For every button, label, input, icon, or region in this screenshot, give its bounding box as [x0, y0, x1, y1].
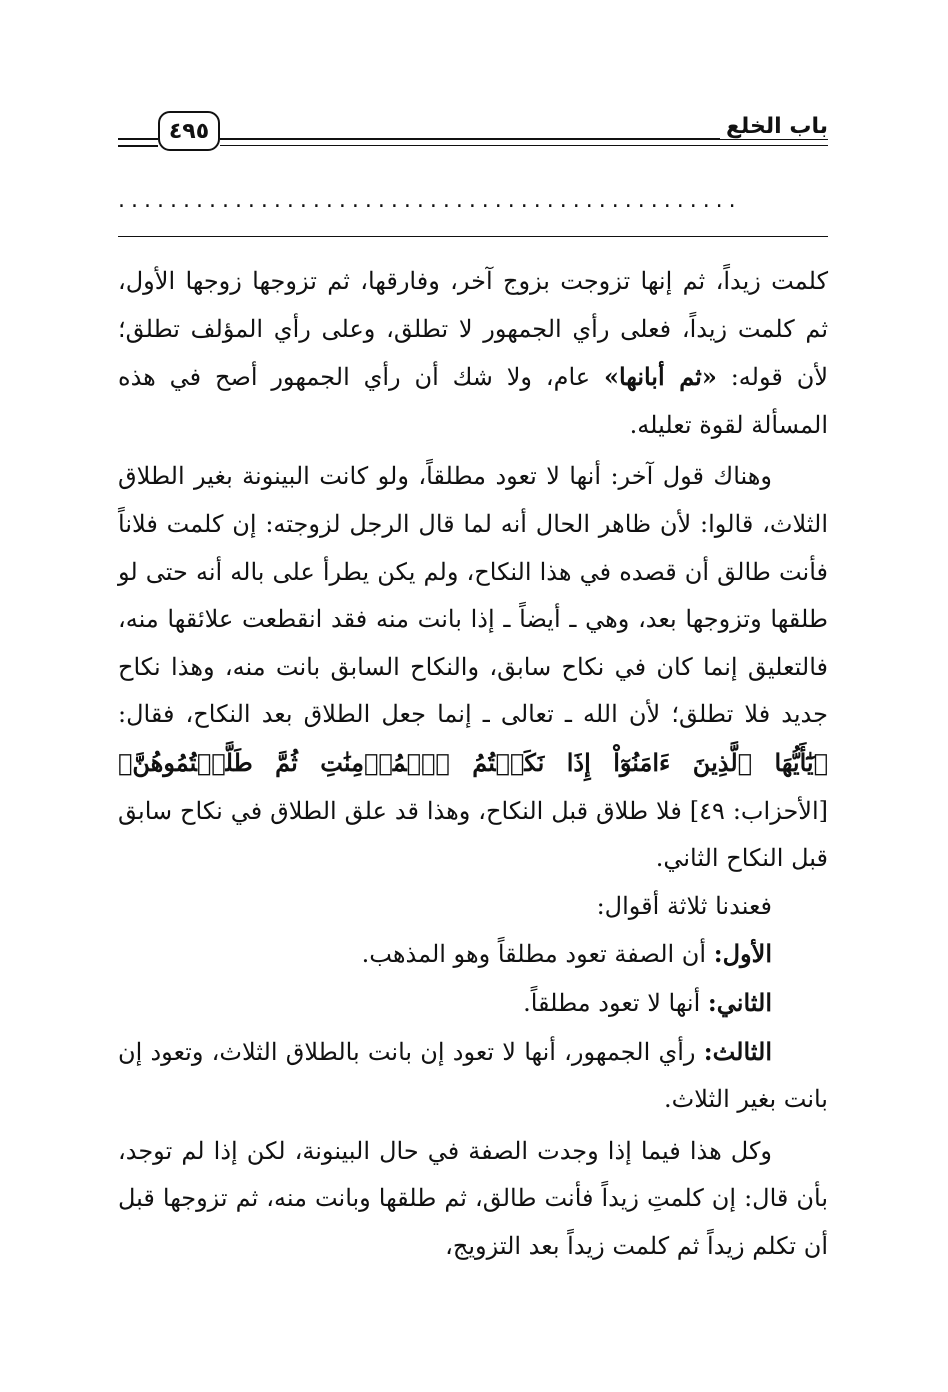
opinion-third — [118, 1028, 828, 1124]
page-body — [118, 258, 828, 1270]
opinion-text: أن الصفة تعود مطلقاً وهو المذهب. — [361, 940, 707, 969]
paragraph-text: وكل هذا فيما إذا وجدت الصفة في حال البينونة، لكن إذا لم توجد، بأن قال: إن كلمتِ زيداً فأنت طالق، ثم طلقها وبانت منه، ثم تزوجها قبل أن تكلم زيداً ثم كلمت زيداً بعد التزويج، — [118, 1136, 828, 1260]
opinion-first — [118, 930, 828, 979]
header-rule-left — [118, 138, 158, 140]
opinion-text: رأي الجمهور، أنها لا تعود إن بانت بالطلاق الثلاث، وتعود إن بانت بغير الثلاث. — [118, 1037, 828, 1114]
opinion-label: الأول: — [713, 939, 772, 969]
header-rule-left-lower — [118, 145, 158, 147]
page-header — [118, 108, 828, 154]
opinion-label: الثالث: — [703, 1036, 772, 1066]
paragraph-1 — [118, 258, 828, 449]
paragraph-text: وهناك قول آخر: أنها لا تعود مطلقاً، ولو كانت البينونة بغير الطلاق الثلاث، قالوا: لأن ظاهر الحال أنه لما قال الرجل لزوجته: إن كلمت فلاناً فأنت طالق أن قصده في هذا النكاح، ولم يكن يطرأ على باله أنه حتى لو طلقها وتزوجها بعد، وهي ـ أيضاً ـ إذا بانت منه فقد انقطعت علائقها منه، فالتعليق إنما كان في نكاح سابق، والنكاح السابق بانت منه، وهذا نكاح جديد فلا تطلق؛ لأن الله ـ تعالى ـ إنما جعل الطلاق بعد النكاح، فقال: — [118, 462, 828, 729]
paragraph-text: كلمت زيداً، ثم إنها تزوجت بزوج آخر، وفارقها، ثم تزوجها زوجها الأول، ثم كلمت زيداً، فعلى رأي الجمهور لا تطلق، وعلى رأي المؤلف تطلق؛ لأن قوله: — [118, 267, 828, 392]
quoted-phrase: «ثم أبانها» — [603, 362, 717, 392]
section-separator — [118, 236, 828, 237]
quran-verse: ﴿يَٰٓأَيُّهَا ٱلَّذِينَ ءَامَنُوٓاْ إِذَا نَكَحۡتُمُ ٱلۡمُؤۡمِنَٰتِ ثُمَّ طَلَّقۡتُمُوهُنَّ﴾ — [118, 747, 828, 777]
opinion-second — [118, 979, 828, 1028]
verse-citation: [الأحزاب: ٤٩] — [689, 796, 828, 825]
chapter-title: باب الخلع — [720, 114, 828, 139]
paragraph-2 — [118, 453, 828, 882]
dotted-separator: ................................................ — [118, 188, 742, 213]
header-rule-right-lower — [220, 145, 828, 146]
opinion-text: أنها لا تعود مطلقاً. — [523, 988, 701, 1017]
paragraph-text: فلا طلاق قبل النكاح، وهذا قد علق الطلاق في نكاح سابق قبل النكاح الثاني. — [118, 796, 828, 873]
page-number: ٤٩٥ — [158, 111, 220, 151]
paragraph-text: فعندنا ثلاثة أقوال: — [596, 891, 772, 920]
paragraph-3 — [118, 883, 828, 931]
opinion-label: الثاني: — [707, 987, 772, 1017]
paragraph-text: عام، ولا شك أن رأي الجمهور أصح في هذه المسألة لقوة تعليله. — [118, 363, 828, 439]
paragraph-7 — [118, 1128, 828, 1271]
